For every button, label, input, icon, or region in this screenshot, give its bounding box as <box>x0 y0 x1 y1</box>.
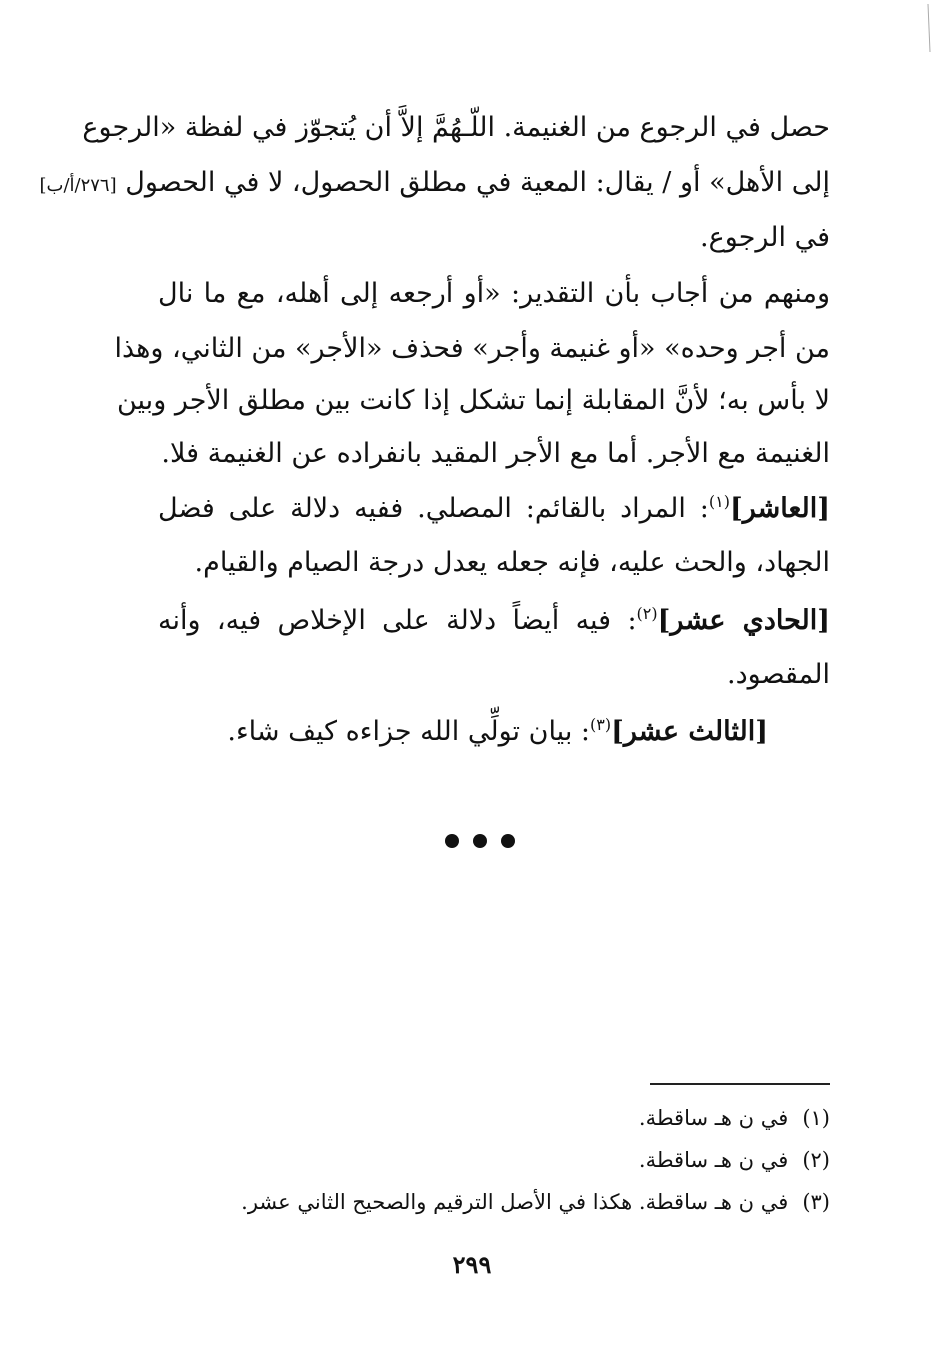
p1-line-2 <box>39 163 830 203</box>
separator-dot <box>445 834 459 848</box>
p4-footnote-ref: (٢) <box>636 604 658 623</box>
footnote-2 <box>639 1145 830 1175</box>
p4-heading: [الحادي عشر] <box>657 605 830 636</box>
p1-line-3: في الرجوع. <box>700 222 830 253</box>
p5-line-1 <box>227 712 768 752</box>
footnote-number: (٣) <box>802 1190 830 1214</box>
p2-line-2: من أجر وحده» «أو غنيمة وأجر» فحذف «الأجر» من الثاني، وهذا <box>114 333 830 364</box>
p3-line-1 <box>158 489 830 529</box>
p1-line-1: حصل في الرجوع من الغنيمة. اللّـهُمَّ إلاَّ أن يُتجوّز في لفظة «الرجوع <box>82 112 830 143</box>
separator-dot <box>501 834 515 848</box>
manuscript-folio-marker: [٢٧٦/أ/ب] <box>39 175 117 196</box>
p5-heading: [الثالث عشر] <box>611 716 768 747</box>
p1-line-2-text: إلى الأهل» أو / يقال: المعية في مطلق الحصول، لا في الحصول <box>125 167 830 198</box>
p5-footnote-ref: (٣) <box>590 715 612 734</box>
footnote-number: (٢) <box>802 1148 830 1172</box>
p2-line-3: لا بأس به؛ لأنَّ المقابلة إنما تشكل إذا كانت بين مطلق الأجر وبين <box>116 385 830 416</box>
footnote-3 <box>241 1187 830 1217</box>
footnote-1 <box>639 1103 830 1133</box>
p2-line-1: ومنهم من أجاب بأن التقدير: «أو أرجعه إلى أهله، مع ما نال <box>158 278 830 309</box>
scan-edge-mark <box>924 0 936 60</box>
separator-dot <box>473 834 487 848</box>
p3-heading: [العاشر] <box>729 493 830 524</box>
p3-line-2: الجهاد، والحث عليه، فإنه جعله يعدل درجة الصيام والقيام. <box>194 547 830 578</box>
page-number: ٢٩٩ <box>452 1250 492 1279</box>
p5-line-1-text: : بيان تولِّي الله جزاءه كيف شاء. <box>227 716 591 747</box>
p4-line-2: المقصود. <box>727 659 830 690</box>
footnote-number: (١) <box>802 1106 830 1130</box>
footnote-text: في ن هـ ساقطة. <box>638 1106 789 1130</box>
p3-line-1-text: : المراد بالقائم: المصلي. ففيه دلالة على فضل <box>158 493 709 524</box>
footnote-text: في ن هـ ساقطة. <box>638 1148 789 1172</box>
p2-line-4: الغنيمة مع الأجر. أما مع الأجر المقيد بانفراده عن الغنيمة فلا. <box>161 438 830 469</box>
footnote-rule <box>650 1083 830 1085</box>
footnote-text: في ن هـ ساقطة. هكذا في الأصل الترقيم والصحيح الثاني عشر. <box>241 1190 789 1214</box>
p4-line-1-text: : فيه أيضاً دلالة على الإخلاص فيه، وأنه <box>158 605 637 636</box>
p3-footnote-ref: (١) <box>708 492 730 511</box>
section-separator <box>0 822 944 855</box>
p4-line-1 <box>158 601 830 641</box>
